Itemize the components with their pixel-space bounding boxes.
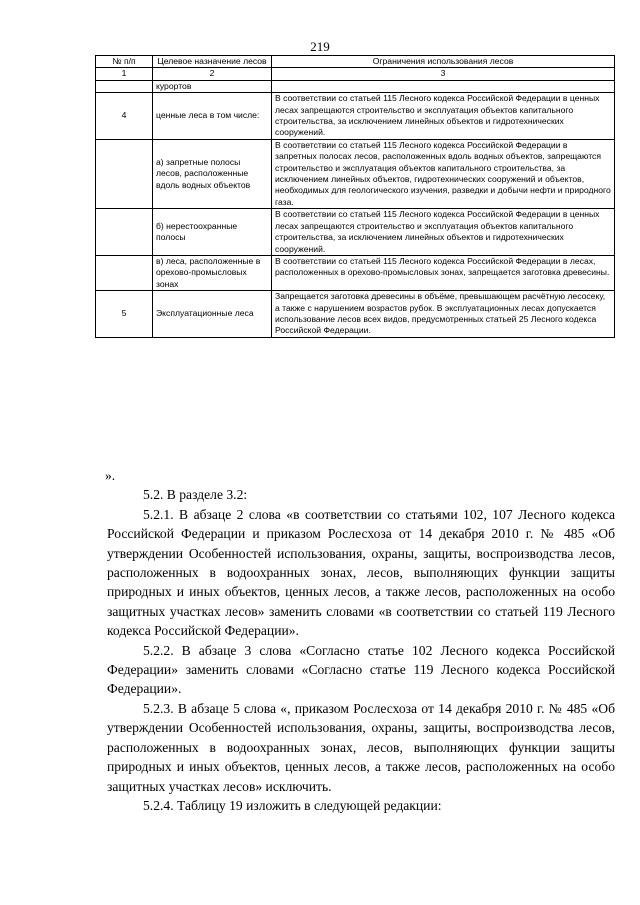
table-row [96,139,615,208]
table-row [96,93,615,140]
paragraph: 5.2.1. В абзаце 2 слова «в соответствии со статьями 102, 107 Лесного кодекса Российской Федерации и приказом Рослесхоза от 14 декабря 2010 г. № 485 «Об утверждении Особенностей использования, охраны, защиты, воспроизводства лесов, расположенных в водоохранных зонах, лесов, выполняющих функции защиты природных и иных объектов, ценных лесов, а также лесов, расположенных на особо защитных участках лесов» заменить словами «в соответствии со статьей 119 Лесного кодекса Российской Федерации». [107,506,615,639]
paragraph: 5.2.4. Таблицу 19 изложить в следующей редакции: [143,797,442,813]
colnum-2: 2 [153,68,272,80]
row-purpose: ценные леса в том числе: [153,93,272,140]
row-purpose: курортов [153,80,272,92]
row-num: 5 [96,291,153,338]
table-colnum-row [96,68,615,80]
row-num [96,139,153,208]
row-purpose: а) запретные полосы лесов, расположенные вдоль водных объектов [153,139,272,208]
table-row [96,80,615,92]
header-purpose: Целевое назначение лесов [153,56,272,68]
row-num [96,209,153,256]
closing-quote: ». [105,468,116,483]
row-restriction: В соответствии со статьей 115 Лесного кодекса Российской Федерации в ценных лесах запрещаются строительство и эксплуатация объектов капитального строительства, за исключением линейных объектов и гидротехнических сооружений. [272,209,615,256]
forest-restrictions-table [95,55,615,338]
header-restriction: Ограничения использования лесов [272,56,615,68]
row-num [96,80,153,92]
colnum-1: 1 [96,68,153,80]
table-row [96,291,615,338]
table-row [96,209,615,256]
section-heading: 5.2. В разделе 3.2: [143,487,248,503]
row-num: 4 [96,93,153,140]
row-purpose: б) нерестоохранные полосы [153,209,272,256]
paragraph: 5.2.3. В абзаце 5 слова «, приказом Рослесхоза от 14 декабря 2010 г. № 485 «Об утверждении Особенностей использования, охраны, защиты, воспроизводства лесов, расположенных в водоохранных зонах, лесов, выполняющих функции защиты природных и иных объектов, ценных лесов, а также лесов, расположенных на особо защитных участках лесов» исключить. [107,700,615,794]
document-body [107,466,615,815]
row-restriction: В соответствии со статьей 115 Лесного кодекса Российской Федерации в лесах, расположенных в орехово-промысловых зонах, запрещается заготовка древесины. [272,255,615,290]
paragraph: 5.2.2. В абзаце 3 слова «Согласно статье 102 Лесного кодекса Российской Федерации» заменить словами «Согласно статье 119 Лесного кодекса Российской Федерации». [107,642,615,697]
row-purpose: Эксплуатационные леса [153,291,272,338]
row-restriction: В соответствии со статьей 115 Лесного кодекса Российской Федерации в ценных лесах запрещаются строительство и эксплуатация объектов капитального строительства, за исключением линейных объектов и гидротехнических сооружений. [272,93,615,140]
row-num [96,255,153,290]
header-num: № п/п [96,56,153,68]
row-restriction [272,80,615,92]
table-header-row [96,56,615,68]
row-restriction: В соответствии со статьей 115 Лесного кодекса Российской Федерации в запретных полосах лесов, расположенных вдоль водных объектов, запрещаются строительство и эксплуатация объектов капитального строительства, за исключением линейных объектов, гидротехнических сооружений и объектов, необходимых для геологического изучения, разведки и добычи нефти и природного газа. [272,139,615,208]
row-purpose: в) леса, расположенные в орехово-промысловых зонах [153,255,272,290]
colnum-3: 3 [272,68,615,80]
table-row [96,255,615,290]
row-restriction: Запрещается заготовка древесины в объёме, превышающем расчётную лесосеку, а также с нарушением возрастов рубок. В эксплуатационных лесах допускается использование лесов всех видов, предусмотренных статьей 25 Лесного кодекса Российской Федерации. [272,291,615,338]
page-number: 219 [310,39,330,54]
